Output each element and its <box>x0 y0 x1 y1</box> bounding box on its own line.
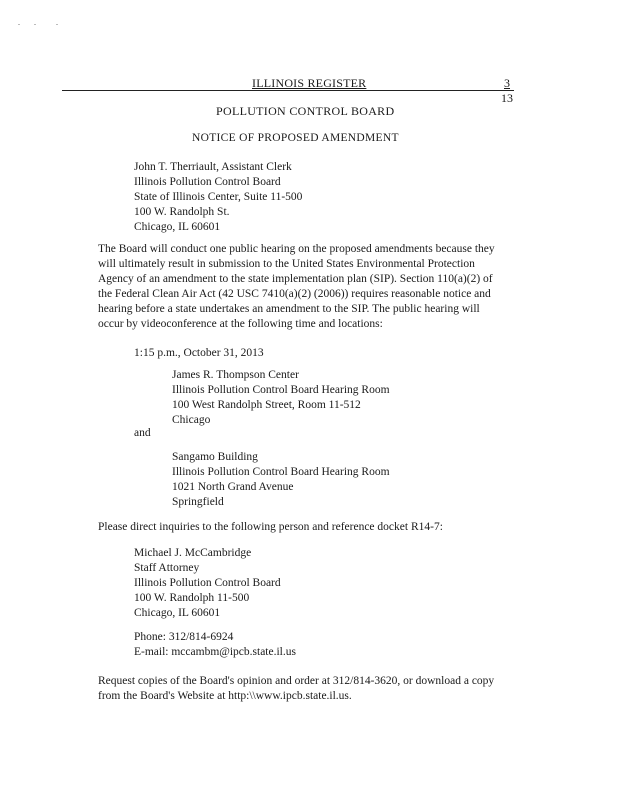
location-line: Illinois Pollution Control Board Hearing Room <box>172 384 390 396</box>
location-line: Chicago <box>172 414 211 426</box>
address-line: Illinois Pollution Control Board <box>134 176 281 188</box>
location-line: 1021 North Grand Avenue <box>172 481 294 493</box>
contact-line: Chicago, IL 60601 <box>134 607 221 619</box>
contact-line: Illinois Pollution Control Board <box>134 577 281 589</box>
hearing-paragraph <box>98 242 518 332</box>
contact-line: Staff Attorney <box>134 562 200 574</box>
address-line: Chicago, IL 60601 <box>134 221 221 233</box>
paragraph-line: occur by videoconference at the following time and locations: <box>98 318 383 330</box>
scan-artifact <box>18 24 20 25</box>
address-line: 100 W. Randolph St. <box>134 206 230 218</box>
page-number: 3 <box>504 76 510 90</box>
scan-artifact <box>34 24 36 25</box>
location-line: James R. Thompson Center <box>172 369 299 381</box>
notice-title: NOTICE OF PROPOSED AMENDMENT <box>192 132 399 144</box>
agency-name: POLLUTION CONTROL BOARD <box>216 104 395 118</box>
address-line: State of Illinois Center, Suite 11-500 <box>134 191 303 203</box>
header-rule <box>62 90 514 91</box>
copies-paragraph <box>98 674 518 704</box>
paragraph-line: Request copies of the Board's opinion and order at 312/814-3620, or download a copy <box>98 675 495 687</box>
paragraph-line: hearing before a state undertakes an amendment to the SIP. The public hearing will <box>98 303 480 315</box>
conjunction-and: and <box>134 427 151 439</box>
location-line: 100 West Randolph Street, Room 11-512 <box>172 399 361 411</box>
paragraph-line: The Board will conduct one public hearing on the proposed amendments because they <box>98 243 495 255</box>
location-line: Springfield <box>172 496 224 508</box>
contact-email: E-mail: mccambm@ipcb.state.il.us <box>134 646 296 658</box>
contact-line: 100 W. Randolph 11-500 <box>134 592 250 604</box>
inquiries-text: Please direct inquiries to the following person and reference docket R14-7: <box>98 521 443 533</box>
paragraph-line: from the Board's Website at http:\\www.ipcb.state.il.us. <box>98 690 352 702</box>
contact-phone: Phone: 312/814-6924 <box>134 631 234 643</box>
hearing-time: 1:15 p.m., October 31, 2013 <box>134 347 264 359</box>
publication-title: ILLINOIS REGISTER <box>252 76 367 90</box>
issue-number: 13 <box>501 91 513 105</box>
scan-artifact <box>56 24 58 25</box>
address-line: John T. Therriault, Assistant Clerk <box>134 161 292 173</box>
attorney-contact-block <box>134 546 281 621</box>
paragraph-line: will ultimately result in submission to the United States Environmental Protection <box>98 258 475 270</box>
location-line: Illinois Pollution Control Board Hearing Room <box>172 466 390 478</box>
paragraph-line: the Federal Clean Air Act (42 USC 7410(a)(2) (2006)) requires reasonable notice and <box>98 288 491 300</box>
clerk-contact-block <box>134 160 302 235</box>
contact-line: Michael J. McCambridge <box>134 547 252 559</box>
location-line: Sangamo Building <box>172 451 258 463</box>
location-chicago-block <box>172 368 390 428</box>
location-springfield-block <box>172 450 390 510</box>
paragraph-line: Agency of an amendment to the state implementation plan (SIP). Section 110(a)(2) of <box>98 273 493 285</box>
